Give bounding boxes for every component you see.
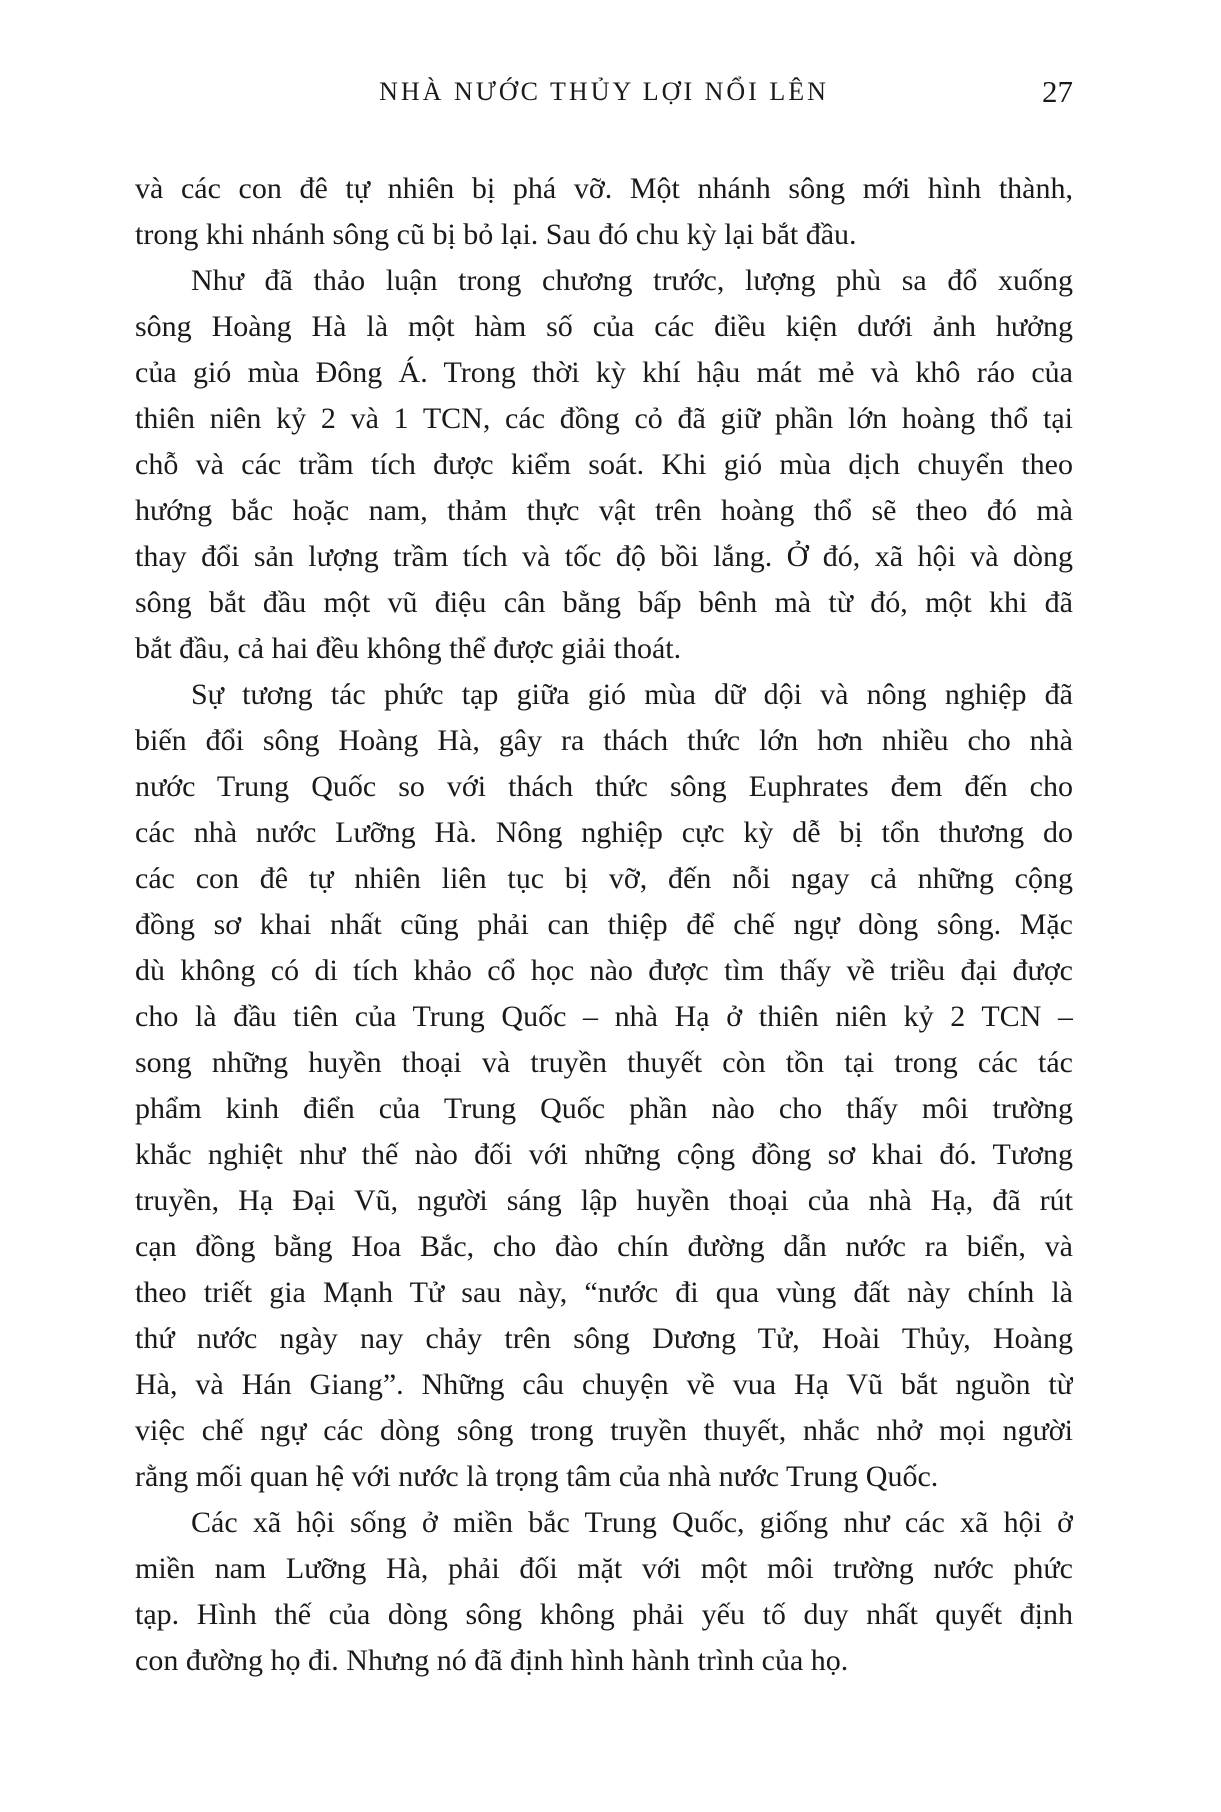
text-line: trong khi nhánh sông cũ bị bỏ lại. Sau đó chu kỳ lại bắt đầu. xyxy=(135,218,857,251)
text-line: hướng bắc hoặc nam, thảm thực vật trên hoàng thổ sẽ theo đó mà xyxy=(135,494,1073,527)
text-line: Các xã hội sống ở miền bắc Trung Quốc, giống như các xã hội ở xyxy=(191,1506,1073,1539)
text-line: con đường họ đi. Nhưng nó đã định hình hành trình của họ. xyxy=(135,1644,849,1677)
text-line: miền nam Lưỡng Hà, phải đối mặt với một môi trường nước phức xyxy=(135,1552,1073,1585)
text-line: của gió mùa Đông Á. Trong thời kỳ khí hậu mát mẻ và khô ráo của xyxy=(135,356,1073,389)
text-line: nước Trung Quốc so với thách thức sông Euphrates đem đến cho xyxy=(135,770,1073,803)
text-line: truyền, Hạ Đại Vũ, người sáng lập huyền thoại của nhà Hạ, đã rút xyxy=(135,1184,1073,1217)
text-line: các con đê tự nhiên liên tục bị vỡ, đến nỗi ngay cả những cộng xyxy=(135,862,1073,895)
text-line: việc chế ngự các dòng sông trong truyền thuyết, nhắc nhở mọi người xyxy=(135,1414,1073,1447)
text-line: Hà, và Hán Giang”. Những câu chuyện về vua Hạ Vũ bắt nguồn từ xyxy=(135,1368,1073,1401)
text-line: các nhà nước Lưỡng Hà. Nông nghiệp cực kỳ dễ bị tổn thương do xyxy=(135,816,1073,849)
text-line: bắt đầu, cả hai đều không thể được giải thoát. xyxy=(135,632,682,665)
page-number: 27 xyxy=(1042,74,1073,109)
text-line: khắc nghiệt như thế nào đối với những cộng đồng sơ khai đó. Tương xyxy=(135,1138,1073,1171)
text-line: thứ nước ngày nay chảy trên sông Dương Tử, Hoài Thủy, Hoàng xyxy=(135,1322,1073,1355)
paragraph xyxy=(135,672,1073,1500)
text-line: rằng mối quan hệ với nước là trọng tâm của nhà nước Trung Quốc. xyxy=(135,1460,939,1493)
text-line: đồng sơ khai nhất cũng phải can thiệp để chế ngự dòng sông. Mặc xyxy=(135,908,1073,941)
text-line: biến đổi sông Hoàng Hà, gây ra thách thức lớn hơn nhiều cho nhà xyxy=(135,724,1073,757)
paragraph xyxy=(135,258,1073,672)
running-header: NHÀ NƯỚC THỦY LỢI NỔI LÊN xyxy=(379,77,829,106)
text-line: theo triết gia Mạnh Tử sau này, “nước đi qua vùng đất này chính là xyxy=(135,1276,1073,1309)
text-line: Sự tương tác phức tạp giữa gió mùa dữ dội và nông nghiệp đã xyxy=(191,678,1073,711)
text-line: phẩm kinh điển của Trung Quốc phần nào cho thấy môi trường xyxy=(135,1092,1073,1125)
body-text xyxy=(135,166,1073,1684)
text-line: tạp. Hình thế của dòng sông không phải yếu tố duy nhất quyết định xyxy=(135,1598,1073,1631)
paragraph xyxy=(135,166,1073,258)
paragraph xyxy=(135,1500,1073,1684)
text-line: cạn đồng bằng Hoa Bắc, cho đào chín đường dẫn nước ra biển, và xyxy=(135,1230,1073,1263)
text-line: cho là đầu tiên của Trung Quốc – nhà Hạ ở thiên niên kỷ 2 TCN – xyxy=(135,1000,1073,1033)
text-line: thiên niên kỷ 2 và 1 TCN, các đồng cỏ đã giữ phần lớn hoàng thổ tại xyxy=(135,402,1073,435)
text-line: dù không có di tích khảo cổ học nào được tìm thấy về triều đại được xyxy=(135,954,1073,987)
text-line: chỗ và các trầm tích được kiểm soát. Khi gió mùa dịch chuyển theo xyxy=(135,448,1073,481)
text-line: thay đổi sản lượng trầm tích và tốc độ bồi lắng. Ở đó, xã hội và dòng xyxy=(135,540,1073,573)
text-line: Như đã thảo luận trong chương trước, lượng phù sa đổ xuống xyxy=(191,264,1073,297)
text-line: sông Hoàng Hà là một hàm số của các điều kiện dưới ảnh hưởng xyxy=(135,310,1073,343)
text-line: song những huyền thoại và truyền thuyết còn tồn tại trong các tác xyxy=(135,1046,1073,1079)
text-line: và các con đê tự nhiên bị phá vỡ. Một nhánh sông mới hình thành, xyxy=(135,172,1073,205)
text-line: sông bắt đầu một vũ điệu cân bằng bấp bênh mà từ đó, một khi đã xyxy=(135,586,1073,619)
